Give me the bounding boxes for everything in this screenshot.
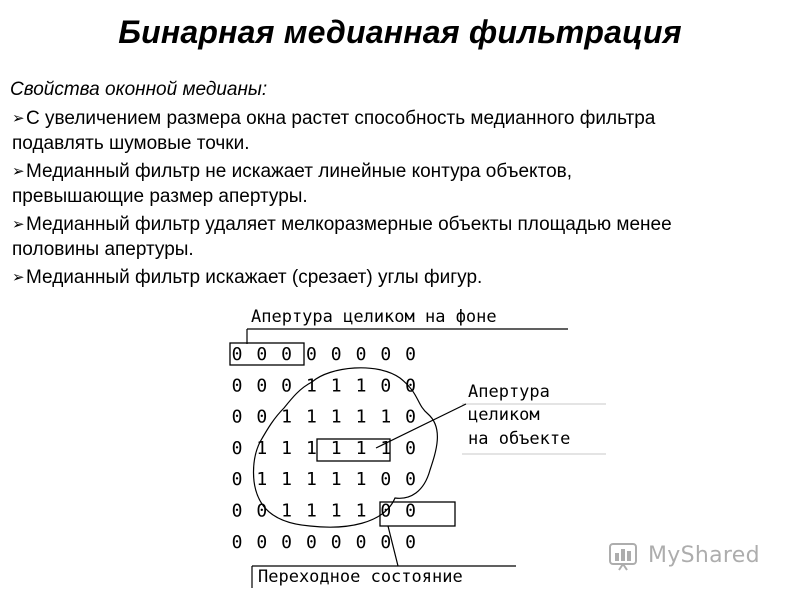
arrow-bullet-icon: ➢ <box>12 109 25 127</box>
bullet-text-line1: Медианный фильтр удаляет мелкоразмерные объекты площадью менее <box>26 214 672 235</box>
grid-cell: 1 <box>355 406 367 428</box>
grid-cell: 0 <box>380 469 392 491</box>
label-transition: Переходное состояние <box>258 567 463 587</box>
label-aperture-object-2: целиком <box>468 405 540 425</box>
grid-cell: 1 <box>330 406 342 428</box>
arrow-bullet-icon: ➢ <box>12 162 25 180</box>
grid-cell: 0 <box>256 406 268 428</box>
label-aperture-background: Апертура целиком на фоне <box>251 307 497 327</box>
grid-cell: 0 <box>380 375 392 397</box>
grid-cell: 0 <box>380 500 392 522</box>
bullet-text-line2: подавлять шумовые точки. <box>12 133 250 154</box>
grid-cell: 0 <box>355 344 367 365</box>
grid-cell: 0 <box>405 469 417 491</box>
grid-cell: 0 <box>405 344 417 365</box>
grid-cell: 1 <box>330 500 342 522</box>
grid-cell: 1 <box>305 375 317 397</box>
grid-cell: 0 <box>330 344 342 365</box>
myshared-logo-icon <box>608 538 642 572</box>
grid-cell: 1 <box>355 437 367 459</box>
grid-cell: 0 <box>231 406 243 428</box>
bullet-text-line1: С увеличением размера окна растет способность медианного фильтра <box>26 108 656 129</box>
grid-cell: 0 <box>305 344 317 365</box>
grid-cell: 0 <box>380 344 392 365</box>
grid-cell: 1 <box>380 406 392 428</box>
grid-cell: 0 <box>305 531 317 553</box>
grid-cell: 0 <box>231 531 243 553</box>
grid-cell: 1 <box>281 500 293 522</box>
grid-cell: 0 <box>231 469 243 491</box>
grid-cell: 0 <box>281 375 293 397</box>
arrow-bullet-icon: ➢ <box>12 215 25 233</box>
grid-cell: 1 <box>305 500 317 522</box>
watermark <box>608 538 760 572</box>
slide-title: Бинарная медианная фильтрация <box>118 14 682 50</box>
slide-subtitle: Свойства оконной медианы: <box>10 79 268 100</box>
grid-cell: 0 <box>405 375 417 397</box>
grid-cell: 0 <box>231 344 243 365</box>
grid-cell: 0 <box>256 500 268 522</box>
grid-cell: 0 <box>405 531 417 553</box>
grid-cell: 1 <box>256 469 268 491</box>
grid-cell: 1 <box>281 437 293 459</box>
aperture-window-object <box>317 439 390 461</box>
bullet-text-line2: превышающие размер апертуры. <box>12 186 308 207</box>
grid-cell: 1 <box>355 500 367 522</box>
label-aperture-object-3: на объекте <box>468 429 571 449</box>
grid-cell: 0 <box>405 406 417 428</box>
grid-cell: 0 <box>231 500 243 522</box>
grid-cell: 1 <box>305 406 317 428</box>
grid-cell: 1 <box>330 469 342 491</box>
grid-cell: 0 <box>355 531 367 553</box>
grid-cell: 1 <box>330 437 342 459</box>
grid-cell: 0 <box>231 437 243 459</box>
grid-cell: 0 <box>256 375 268 397</box>
grid-cell: 0 <box>231 375 243 397</box>
grid-cell: 0 <box>281 531 293 553</box>
grid-cell: 1 <box>380 437 392 459</box>
grid-cell: 0 <box>330 531 342 553</box>
grid-cell: 1 <box>281 469 293 491</box>
label-aperture-object-1: Апертура <box>468 382 550 402</box>
grid-cell: 0 <box>281 344 293 365</box>
grid-cell: 0 <box>256 344 268 365</box>
watermark-text: MyShared <box>648 542 760 568</box>
grid-cell: 1 <box>355 469 367 491</box>
grid-cell: 1 <box>330 375 342 397</box>
bullet-text-line1: Медианный фильтр не искажает линейные контура объектов, <box>26 161 573 182</box>
grid-cell: 1 <box>355 375 367 397</box>
grid-cell: 1 <box>305 469 317 491</box>
grid-cell: 0 <box>380 531 392 553</box>
grid-cell: 0 <box>256 531 268 553</box>
grid-cell: 1 <box>256 437 268 459</box>
grid-cell: 0 <box>405 500 417 522</box>
bullet-text-line1: Медианный фильтр искажает (срезает) углы фигур. <box>26 267 483 288</box>
grid-cell: 1 <box>305 437 317 459</box>
arrow-bullet-icon: ➢ <box>12 268 25 286</box>
grid-cell: 0 <box>405 437 417 459</box>
bullet-text-line2: половины апертуры. <box>12 239 194 260</box>
grid-cell: 1 <box>281 406 293 428</box>
